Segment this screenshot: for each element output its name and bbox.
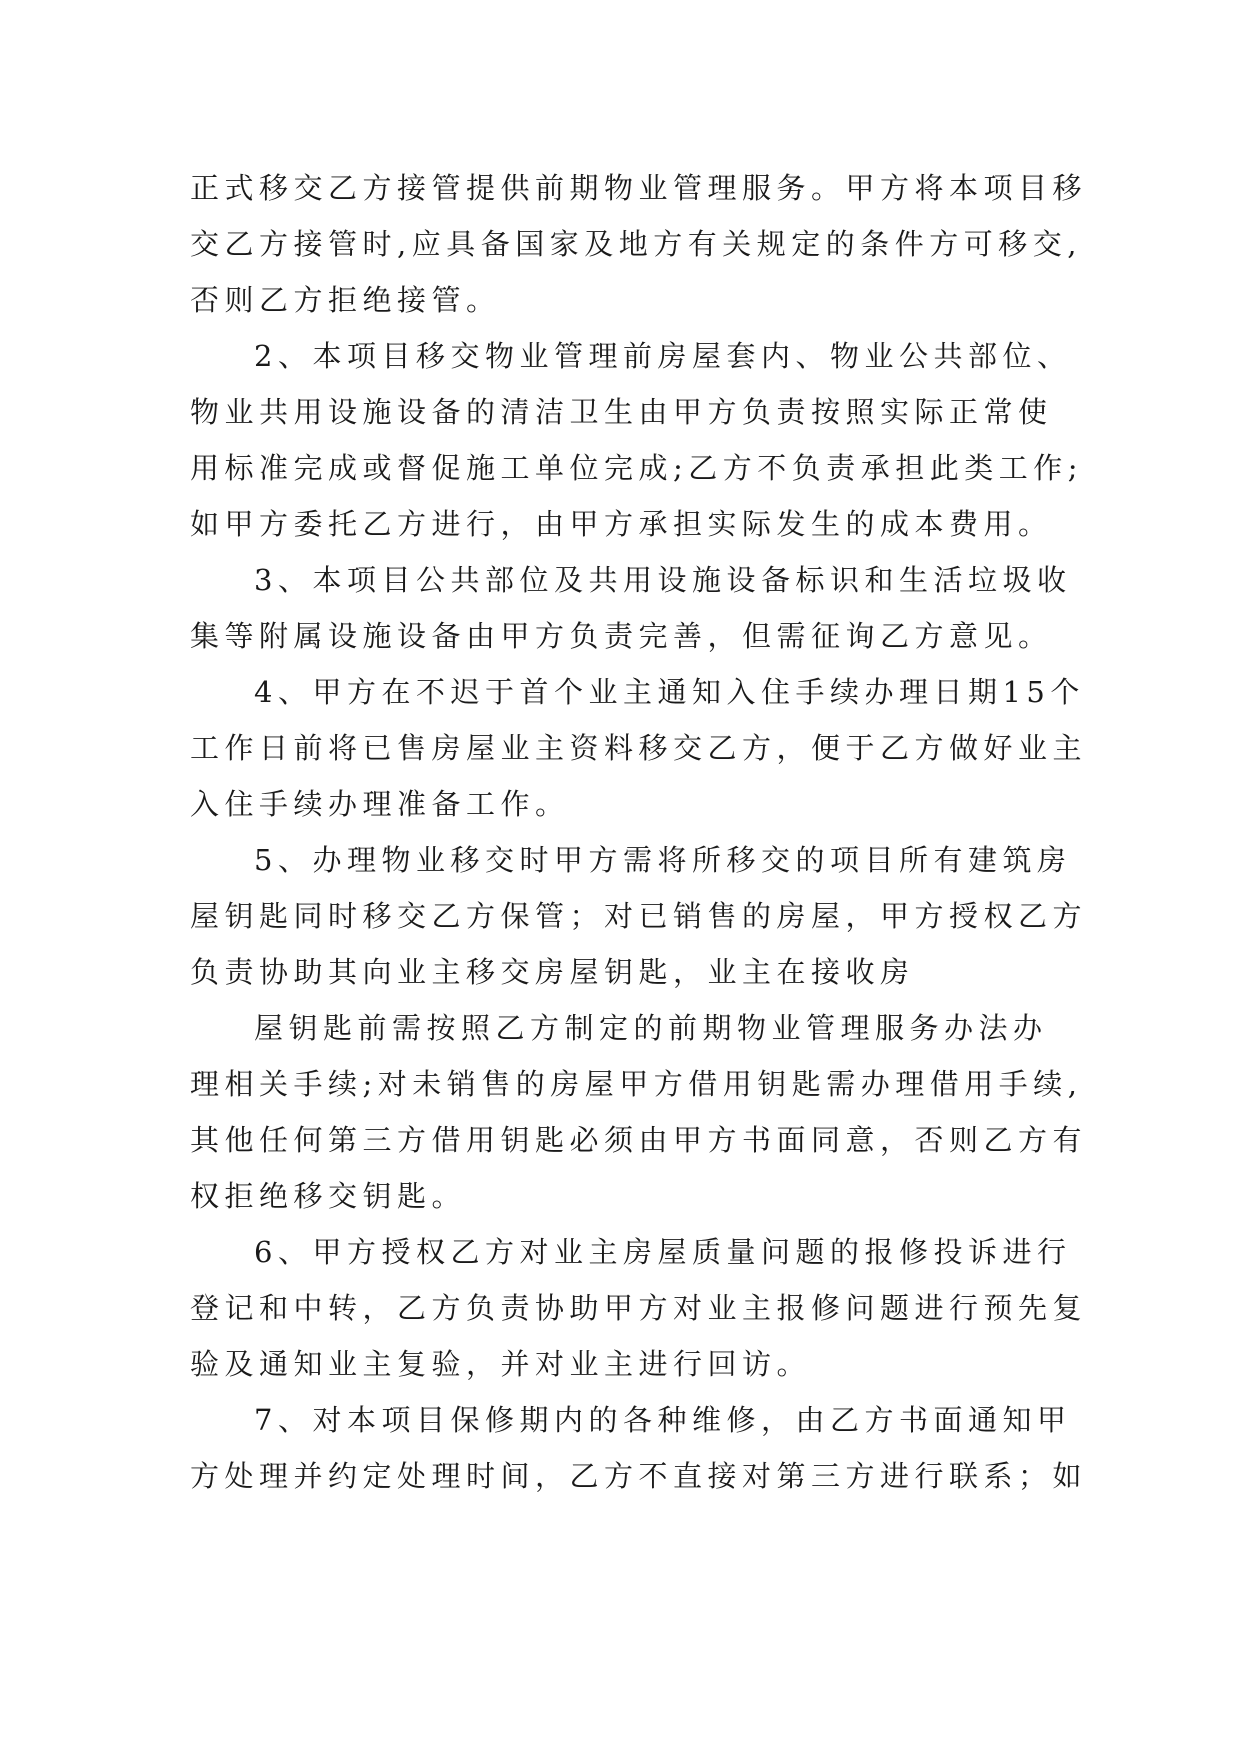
text-line: 工作日前将已售房屋业主资料移交乙方，便于乙方做好业主 (190, 731, 1088, 765)
text-line: 验及通知业主复验，并对业主进行回访。 (190, 1347, 812, 1381)
paragraph-continuation: 屋钥匙前需按照乙方制定的前期物业管理服务办法办 (254, 1011, 1048, 1045)
text-line: 屋钥匙同时移交乙方保管；对已销售的房屋，甲方授权乙方 (190, 899, 1088, 933)
paragraph-start-6: 6、甲方授权乙方对业主房屋质量问题的报修投诉进行 (254, 1235, 1072, 1269)
text-line: 物业共用设施设备的清洁卫生由甲方负责按照实际正常使 (190, 395, 1053, 429)
text-line: 其他任何第三方借用钥匙必须由甲方书面同意，否则乙方有 (190, 1123, 1088, 1157)
text-line: 交乙方接管时,应具备国家及地方有关规定的条件方可移交, (190, 227, 1082, 261)
text-line: 负责协助其向业主移交房屋钥匙，业主在接收房 (190, 955, 915, 989)
text-line: 理相关手续;对未销售的房屋甲方借用钥匙需办理借用手续, (190, 1067, 1083, 1101)
text-line: 用标准完成或督促施工单位完成;乙方不负责承担此类工作; (190, 451, 1084, 485)
text-line: 正式移交乙方接管提供前期物业管理服务。甲方将本项目移 (190, 171, 1088, 205)
body-text (190, 160, 1088, 1504)
text-line: 登记和中转，乙方负责协助甲方对业主报修问题进行预先复 (190, 1291, 1088, 1325)
text-line: 方处理并约定处理时间，乙方不直接对第三方进行联系；如 (190, 1459, 1088, 1493)
paragraph-start-5: 5、办理物业移交时甲方需将所移交的项目所有建筑房 (254, 843, 1072, 877)
text-line: 否则乙方拒绝接管。 (190, 283, 501, 317)
paragraph-start-3: 3、本项目公共部位及共用设施设备标识和生活垃圾收 (254, 563, 1072, 597)
text-line: 如甲方委托乙方进行，由甲方承担实际发生的成本费用。 (190, 507, 1053, 541)
text-line: 集等附属设施设备由甲方负责完善，但需征询乙方意见。 (190, 619, 1053, 653)
paragraph-start-4: 4、甲方在不迟于首个业主通知入住手续办理日期15个 (254, 675, 1085, 709)
text-line: 权拒绝移交钥匙。 (190, 1179, 467, 1213)
paragraph-start-7: 7、对本项目保修期内的各种维修，由乙方书面通知甲 (254, 1403, 1072, 1437)
text-line: 入住手续办理准备工作。 (190, 787, 570, 821)
paragraph-start-2: 2、本项目移交物业管理前房屋套内、物业公共部位、 (254, 339, 1072, 373)
